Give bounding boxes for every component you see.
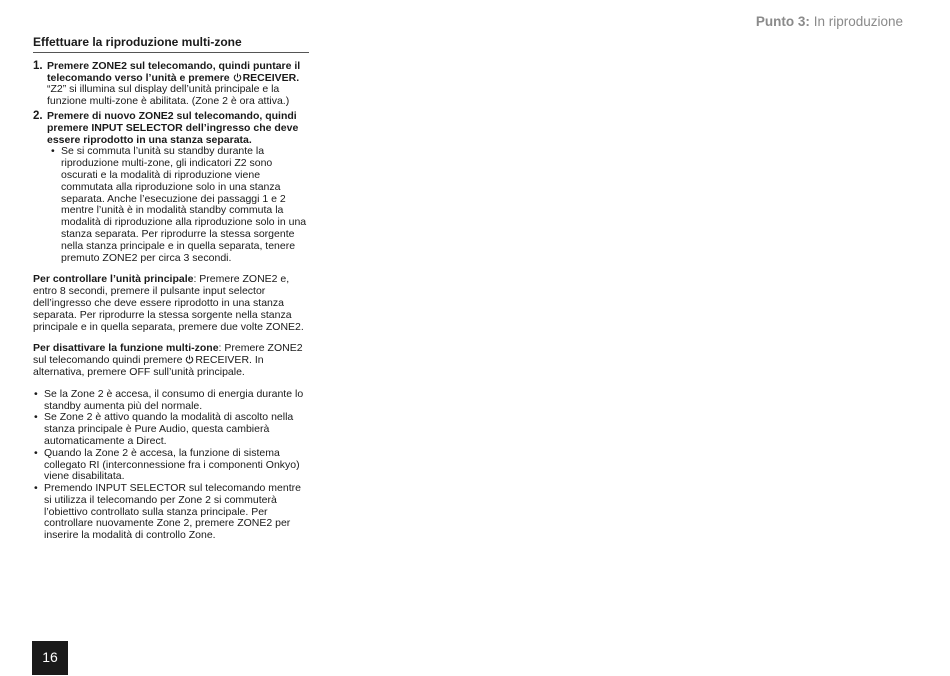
note-text: Se Zone 2 è attivo quando la modalità di ascolto nella stanza principale è Pure Audio, questa cambierà automaticamente a Direct. xyxy=(44,411,294,447)
list-item xyxy=(33,483,309,542)
disable-text: : Premere ZONE2 sul telecomando quindi premere xyxy=(33,342,303,367)
bullet-dot: • xyxy=(51,145,55,158)
step-1 xyxy=(33,61,309,108)
note-text: Se la Zone 2 è accesa, il consumo di energia durante lo standby aumenta più del normale. xyxy=(44,387,304,412)
step-number: 2. xyxy=(33,109,43,122)
power-icon xyxy=(233,73,242,82)
list-item xyxy=(33,389,309,413)
bullet-dot: • xyxy=(34,411,38,424)
power-icon xyxy=(185,355,194,364)
list-item xyxy=(33,448,309,483)
bullet-dot: • xyxy=(34,387,38,400)
step-2 xyxy=(33,111,309,264)
bullet-dot: • xyxy=(34,482,38,495)
step-number: 1. xyxy=(33,59,43,72)
step-2-note-text: Se si commuta l’unità su standby durante la riproduzione multi-zone, gli indicatori Z2 sono oscurati e la modalità di riproduzione viene commutata alla riproduzione solo in una stanza separata. Anche l’esecuzione dei passaggi 1 e 2 mentre l’unità è in modalità standby commuta la modalità di riproduzione alla riproduzione solo in una stanza separata. Per riprodurre la stessa sorgente nella stanza principale e in quella separata, tenere premuto ZONE2 per circa 3 secondi. xyxy=(61,145,307,264)
page-number: 16 xyxy=(32,641,68,675)
step-2-instruction: Premere di nuovo ZONE2 sul telecomando, quindi premere INPUT SELECTOR dell’ingresso che deve essere riprodotto in una stanza separata. xyxy=(47,109,299,146)
step-1-description: “Z2” si illumina sul display dell’unità principale e la funzione multi-zone è abilitata. (Zone 2 è ora attiva.) xyxy=(47,83,290,108)
control-main-text: : Premere ZONE2 e, entro 8 secondi, premere il pulsante input selector dell’ingresso che deve essere riprodotto in una stanza separata. Per riprodurre la stessa sorgente nella stanza principale e in quella separata, premere due volte ZONE2. xyxy=(33,273,304,333)
content-column xyxy=(33,37,309,542)
header-title: In riproduzione xyxy=(813,14,903,29)
disable-text-end: RECEIVER. In alternativa, premere OFF sull’unità principale. xyxy=(33,354,264,378)
disable-paragraph xyxy=(33,343,309,378)
notes-list xyxy=(33,389,309,542)
bullet-dot: • xyxy=(34,446,38,459)
step-2-note xyxy=(47,146,309,264)
header-step-label: Punto 3: xyxy=(755,14,810,29)
step-1-instruction: Premere ZONE2 sul telecomando, quindi puntare il telecomando verso l’unità e premere xyxy=(47,59,301,84)
disable-label: Per disattivare la funzione multi-zone xyxy=(33,342,219,355)
note-text: Premendo INPUT SELECTOR sul telecomando mentre si utilizza il telecomando per Zone 2 si commuterà l’obiettivo controllato sulla stanza principale. Per controllare nuovamente Zone 2, premere ZONE2 per inserire la modalità di controllo Zone. xyxy=(44,482,301,542)
note-text: Quando la Zone 2 è accesa, la funzione di sistema collegato RI (interconnessione fra i componenti Onkyo) viene disabilitata. xyxy=(44,446,300,483)
section-title: Effettuare la riproduzione multi-zone xyxy=(33,37,309,53)
control-main-paragraph xyxy=(33,274,309,333)
step-1-instruction-end: RECEIVER. xyxy=(242,71,300,84)
control-main-label: Per controllare l’unità principale xyxy=(33,273,194,286)
page-header xyxy=(756,14,903,29)
list-item xyxy=(33,412,309,447)
